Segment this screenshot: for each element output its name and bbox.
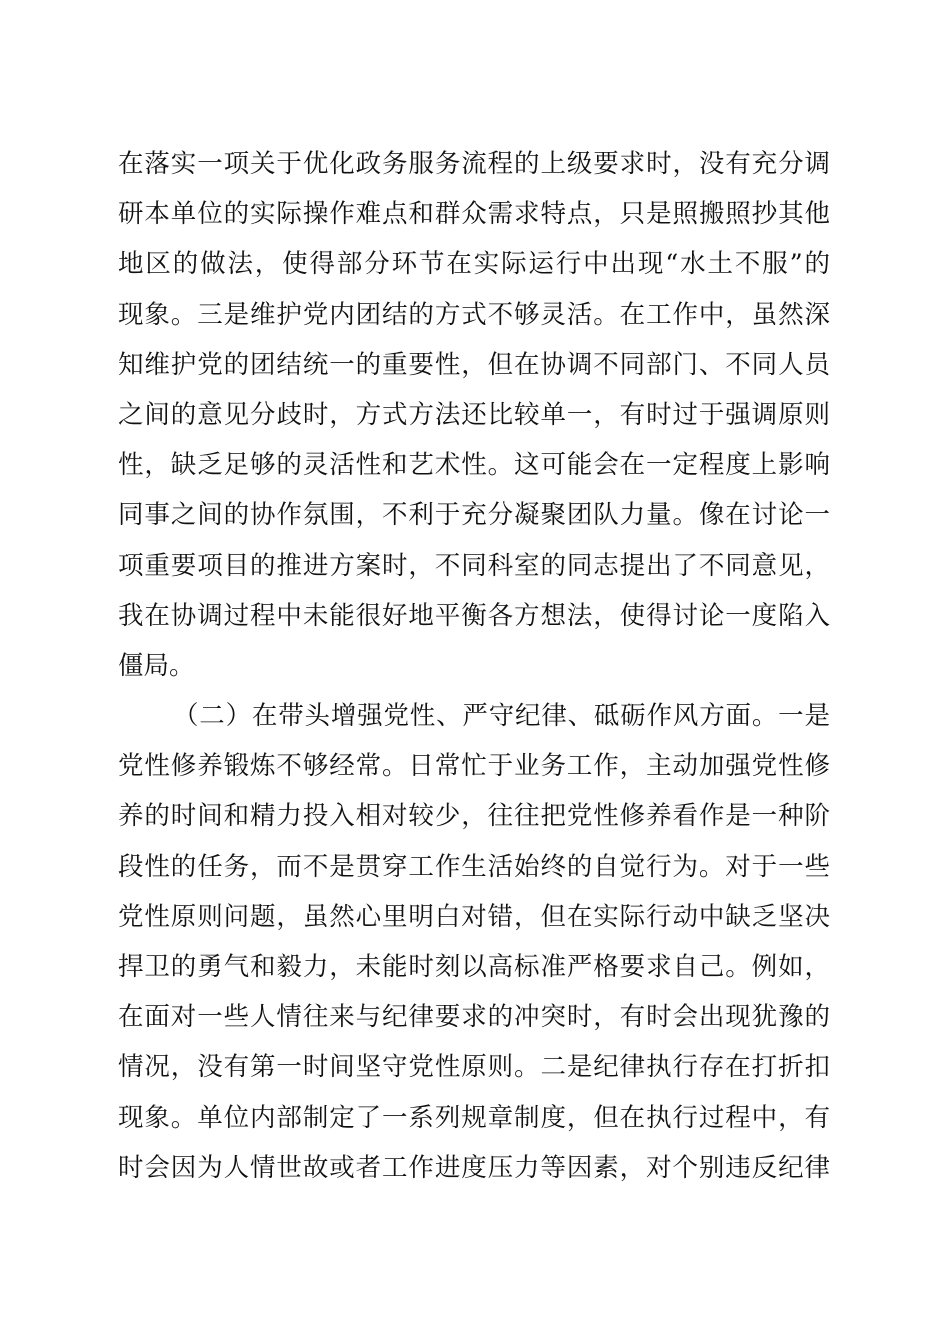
text-line: 党性修养锻炼不够经常。日常忙于业务工作，主动加强党性修 bbox=[118, 751, 830, 782]
text-line: 同事之间的协作氛围，不利于充分凝聚团队力量。像在讨论一 bbox=[118, 500, 830, 531]
text-line: 时会因为人情世故或者工作进度压力等因素，对个别违反纪律 bbox=[118, 1152, 830, 1183]
section-heading-line: （二）在带头增强党性、严守纪律、砥砺作风方面。一是 bbox=[173, 701, 830, 732]
text-line: 研本单位的实际操作难点和群众需求特点，只是照搬照抄其他 bbox=[118, 199, 830, 230]
document-body bbox=[118, 139, 830, 1193]
text-line: 项重要项目的推进方案时，不同科室的同志提出了不同意见， bbox=[118, 550, 830, 581]
text-line: 知维护党的团结统一的重要性，但在协调不同部门、不同人员 bbox=[118, 349, 830, 380]
text-line: 党性原则问题，虽然心里明白对错，但在实际行动中缺乏坚决 bbox=[118, 901, 830, 932]
text-line: 情况，没有第一时间坚守党性原则。二是纪律执行存在打折扣 bbox=[118, 1052, 830, 1083]
text-line: 在面对一些人情往来与纪律要求的冲突时，有时会出现犹豫的 bbox=[118, 1002, 830, 1033]
text-line: 现象。三是维护党内团结的方式不够灵活。在工作中，虽然深 bbox=[118, 299, 830, 330]
text-line: 养的时间和精力投入相对较少，往往把党性修养看作是一种阶 bbox=[118, 801, 830, 832]
text-line: 地区的做法，使得部分环节在实际运行中出现“水土不服”的 bbox=[118, 249, 830, 280]
text-line: 我在协调过程中未能很好地平衡各方想法，使得讨论一度陷入 bbox=[118, 600, 830, 631]
text-line: 段性的任务，而不是贯穿工作生活始终的自觉行为。对于一些 bbox=[118, 851, 830, 882]
text-line: 之间的意见分歧时，方式方法还比较单一，有时过于强调原则 bbox=[118, 399, 830, 430]
text-line: 僵局。 bbox=[118, 650, 195, 681]
paragraph bbox=[118, 139, 830, 691]
text-line: 现象。单位内部制定了一系列规章制度，但在执行过程中，有 bbox=[118, 1102, 830, 1133]
text-line: 性，缺乏足够的灵活性和艺术性。这可能会在一定程度上影响 bbox=[118, 450, 830, 481]
paragraph bbox=[118, 691, 830, 1193]
text-line: 捍卫的勇气和毅力，未能时刻以高标准严格要求自己。例如， bbox=[118, 952, 830, 982]
text-line: 在落实一项关于优化政务服务流程的上级要求时，没有充分调 bbox=[118, 149, 830, 179]
